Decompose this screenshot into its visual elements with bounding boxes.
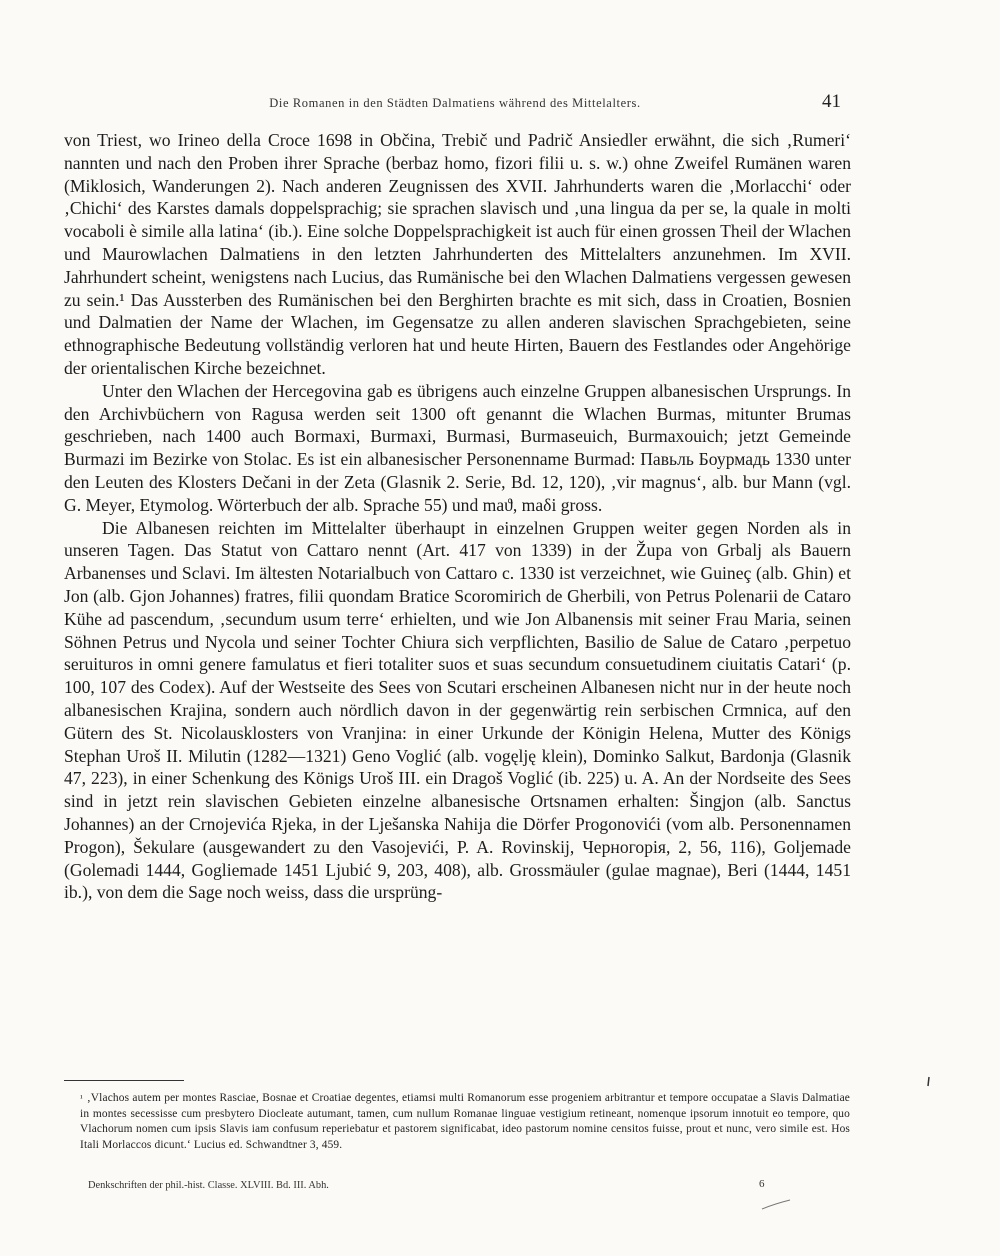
paragraph-3: Die Albanesen reichten im Mittelalter überhaupt in einzelnen Gruppen weiter gegen Norden als in unseren Tagen. Das Statut von Cattaro nennt (Art. 417 von 1339) in der Župa von Grbalj als Bauern Arbanenses und Sclavi. Im ältesten Notarialbuch von Cattaro c. 1330 ist verzeichnet, wie Guineç (alb. Ghin) et Jon (alb. Gjon Johannes) fratres, filii quondam Bratice Scoromirich de Gherbili, von Petrus Polenarii de Cataro Kühe ad pascendum, ‚secundum usum terre‘ erhielten, und wie Jon Albanensis mit seiner Frau Maria, seinen Söhnen Petrus und Nycola und seiner Tochter Chiura sich verpflichten, Basilio de Salue de Cataro ‚perpetuo seruituros in omni genere famulatus et fieri totaliter suos et suas secundum consuetudinem ciuitatis Catari‘ (p. 100, 107 des Codex). Auf der Westseite des Sees von Scutari erscheinen Albanesen nicht nur in der heute noch albanesischen Krajina, sondern auch nördlich davon in der gegenwärtig rein serbischen Crmnica, auf den Gütern des St. Nicolausklosters von Vranjina: in einer Urkunde der Königin Helena, Mutter des Königs Stephan Uroš II. Milutin (1282—1321) Geno Voglić (alb. vogęlję klein), Dominko Salkut, Bardonja (Glasnik 47, 223), in einer Schenkung des Königs Uroš III. ein Dragoš Voglić (ib. 225) u. A. An der Nordseite des Sees sind in jetzt rein slavischen Gebieten einzelne albanesische Ortsnamen erhalten: Šingjon (alb. Sanctus Johannes) an der Crnojevića Rjeka, in der Lješanska Nahija die Dörfer Progonovići (vom alb. Personennamen Progon), Šekulare (ausgewandert zu den Vasojevići, P. A. Rovinskij, Черногорія, 2, 56, 116), Goljemade (Golemadi 1444, Gogliemade 1451 Ljubić 9, 203, 408), alb. Grossmäuler (gulae magnae), Beri (1444, 1451 ib.), von dem die Sage noch weiss, dass die ursprüng- [64,517,851,903]
publication-line: Denkschriften der phil.-hist. Classe. XLVIII. Bd. III. Abh. [88,1180,329,1191]
paragraph-2: Unter den Wlachen der Hercegovina gab es übrigens auch einzelne Gruppen albanesischen Ursprungs. In den Archivbüchern von Ragusa werden seit 1300 oft genannt die Wlachen Burmas, mitunter Brumas geschrieben, nach 1400 auch Bormaxi, Burmaxi, Burmasi, Burmaseuich, Burmaxouich; jetzt Gemeinde Burmazi im Bezirke von Stolac. Es ist ein albanesischer Personenname Burmad: Павьль Боурмадь 1330 unter den Leuten des Klosters Dečani in der Zeta (Glasnik 2. Serie, Bd. 12, 120), ‚vir magnus‘, alb. bur Mann (vgl. G. Meyer, Etymolog. Wörterbuch der alb. Sprache 55) und maϑ, maδi gross. [64,380,851,515]
footnote [80,1091,850,1153]
running-head: Die Romanen in den Städten Dalmatiens während des Mittelalters. [269,96,641,110]
scan-dot-icon [926,1076,932,1088]
scan-mark-icon [760,1198,792,1212]
body-text [64,129,851,904]
paragraph-1: von Triest, wo Irineo della Croce 1698 in Občina, Trebič und Padrič Ansiedler erwähnt, die sich ‚Rumeri‘ nannten und nach den Proben ihrer Sprache (berbaz homo, fizori filii u. s. w.) ohne Zweifel Rumänen waren (Miklosich, Wanderungen 2). Nach anderen Zeugnissen des XVII. Jahrhunderts waren die ‚Morlacchi‘ oder ‚Chichi‘ des Karstes damals doppelsprachig; sie sprachen slavisch und ‚una lingua da per se, la quale in molti vocaboli è simile alla latina‘ (ib.). Eine solche Doppelsprachigkeit ist auch für einen grossen Theil der Wlachen und Maurowlachen Dalmatiens in den letzten Jahrhunderten des Mittelalters anzunehmen. Im XVII. Jahrhundert scheint, wenigstens nach Lucius, das Rumänische bei den Wlachen Dalmatiens vergessen gewesen zu sein.¹ Das Aussterben des Rumänischen bei den Berghirten brachte es mit sich, dass in Croatien, Bosnien und Dalmatien der Name der Wlachen, im Gegensatze zu allen anderen slavischen Sprachgebieten, seine ethnographische Bedeutung vollständig verloren hat und heute Hirten, Bauern des Festlandes oder Angehörige der orientalischen Kirche bezeichnet. [64,130,851,378]
signature-number: 6 [759,1178,765,1190]
footnote-text: ‚Vlachos autem per montes Rasciae, Bosnae et Croatiae degentes, etiamsi multi Romanorum esse progeniem arbitrantur et tempore occupatae a Slavis Dalmatiae in montes secessisse cum presbytero Diocleate autumant, tamen, cum nullum Romanae linguae vestigium retineant, nomenque ipsorum innotuit eo tempore, quo Vlachorum nomen cum ipsis Slavis iam confusum reperiebatur et pastorem significabat, ideo pastorum nomine censitos fuisse, prout et nunc, vero simile est. Hos Itali Morlaccos dicunt.‘ Lucius ed. Schwandtner 3, 459. [80,1092,850,1151]
footnote-marker: ¹ [80,1093,83,1103]
page-number: 41 [822,91,841,112]
footnote-divider [64,1080,184,1081]
